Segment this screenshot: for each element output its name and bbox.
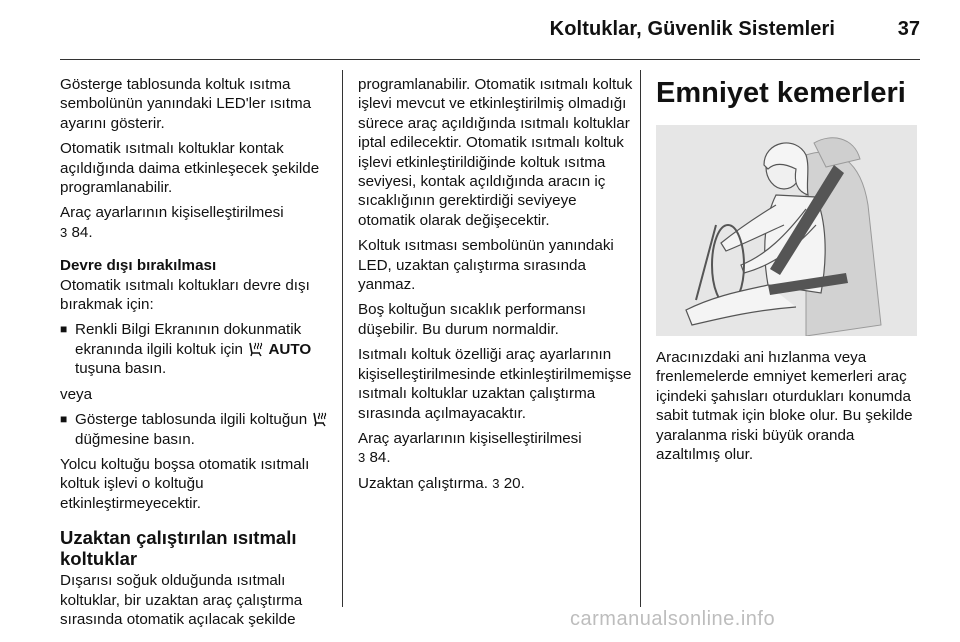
- watermark: carmanualsonline.info: [570, 608, 776, 630]
- section-heading: Emniyet kemerleri: [656, 77, 906, 109]
- auto-key-label: AUTO: [268, 340, 312, 358]
- page-reference-link[interactable]: 84.: [369, 449, 391, 467]
- reference-text: Araç ayarlarının kişiselleştirilmesi: [358, 429, 582, 447]
- paragraph: [358, 474, 636, 493]
- paragraph: Koltuk ısıtması sembolünün yanındaki LED, uzaktan çalıştırma sırasında yanmaz.: [358, 237, 614, 294]
- page-reference-link[interactable]: 84.: [71, 223, 93, 241]
- paragraph: Boş koltuğun sıcaklık performansı düşebilir. Bu durum normaldir.: [358, 301, 586, 338]
- reference-arrow-icon: 3: [60, 224, 68, 240]
- header-rule: [60, 59, 920, 60]
- bullet-list: [60, 410, 332, 449]
- bullet-list: [60, 320, 332, 378]
- list-item: ■ Gösterge tablosunda ilgili koltuğun düğmesine basın.: [60, 410, 332, 449]
- column-1: [60, 75, 332, 635]
- paragraph: Dışarısı soğuk olduğunda ısıtmalı koltuklar, bir uzaktan araç çalıştırma sırasında otomatik açılacak şekilde: [60, 572, 303, 628]
- paragraph: Aracınızdaki ani hızlanma veya frenlemelerde emniyet kemerleri araç içindeki şahısları oturdukları konumda sabit tutmak için bloke olur. Bu şekilde yaralanma riski büyük oranda azaltılmış olur.: [656, 349, 913, 464]
- heated-seat-icon: [247, 341, 264, 357]
- paragraph: Otomatik ısıtmalı koltukları devre dışı bırakmak için:: [60, 276, 310, 314]
- column-3: [656, 75, 922, 470]
- seat-belt-illustration: [656, 125, 917, 336]
- paragraph: [358, 429, 636, 468]
- reference-text: Araç ayarlarının kişiselleştirilmesi: [60, 204, 284, 222]
- column-2: [358, 75, 636, 499]
- reference-arrow-icon: 3: [358, 450, 366, 466]
- column-divider-left: [342, 70, 343, 607]
- paragraph: Isıtmalı koltuk özelliği araç ayarlarının kişiselleştirilmesinde etkinleştirilmemişse ısıtmalı koltuklar uzaktan çalıştırma sırasında açılmayacaktır.: [358, 346, 632, 422]
- paragraph: Otomatik ısıtmalı koltuklar kontak açıldığında daima etkinleşecek şekilde programlanabilir.: [60, 140, 320, 197]
- reference-text: Uzaktan çalıştırma.: [358, 474, 488, 492]
- header-title: Koltuklar, Güvenlik Sistemleri: [549, 18, 835, 40]
- column-divider-right: [640, 70, 641, 607]
- reference-arrow-icon: 3: [492, 475, 500, 491]
- page-reference-link[interactable]: 20.: [503, 474, 525, 492]
- page-number: 37: [897, 18, 920, 40]
- paragraph: [60, 203, 332, 242]
- paragraph: programlanabilir. Otomatik ısıtmalı koltuk işlevi mevcut ve etkinleştirilmiş olmadığı sürece araç açıldığında ısıtmalı koltuklar iptal edilecektir. Otomatik ısıtmalı koltuk işlevi etkinleştirildiğinde koltuk ısıtma seviyesi, kontak açıldığında aracın iç sıcaklığının gerektirdiği seviyeye otomatik olarak değişecektir.: [358, 76, 633, 229]
- paragraph: Gösterge tablosunda koltuk ısıtma sembolünün yanındaki LED'ler ısıtma ayarını gösterir.: [60, 76, 312, 132]
- paragraph: Yolcu koltuğu boşsa otomatik ısıtmalı koltuk işlevi o koltuğu etkinleştirmeyecektir.: [60, 455, 310, 512]
- subheading-remote-start: Uzaktan çalıştırılan ısıtmalı koltuklar: [60, 527, 297, 570]
- subheading-deactivation: Devre dışı bırakılması: [60, 257, 217, 275]
- list-item: ■ Renkli Bilgi Ekranının dokunmatik ekranında ilgili koltuk için AUTO tuşuna basın.: [60, 320, 332, 378]
- heated-seat-icon: [311, 411, 328, 427]
- paragraph-or: veya: [60, 385, 93, 403]
